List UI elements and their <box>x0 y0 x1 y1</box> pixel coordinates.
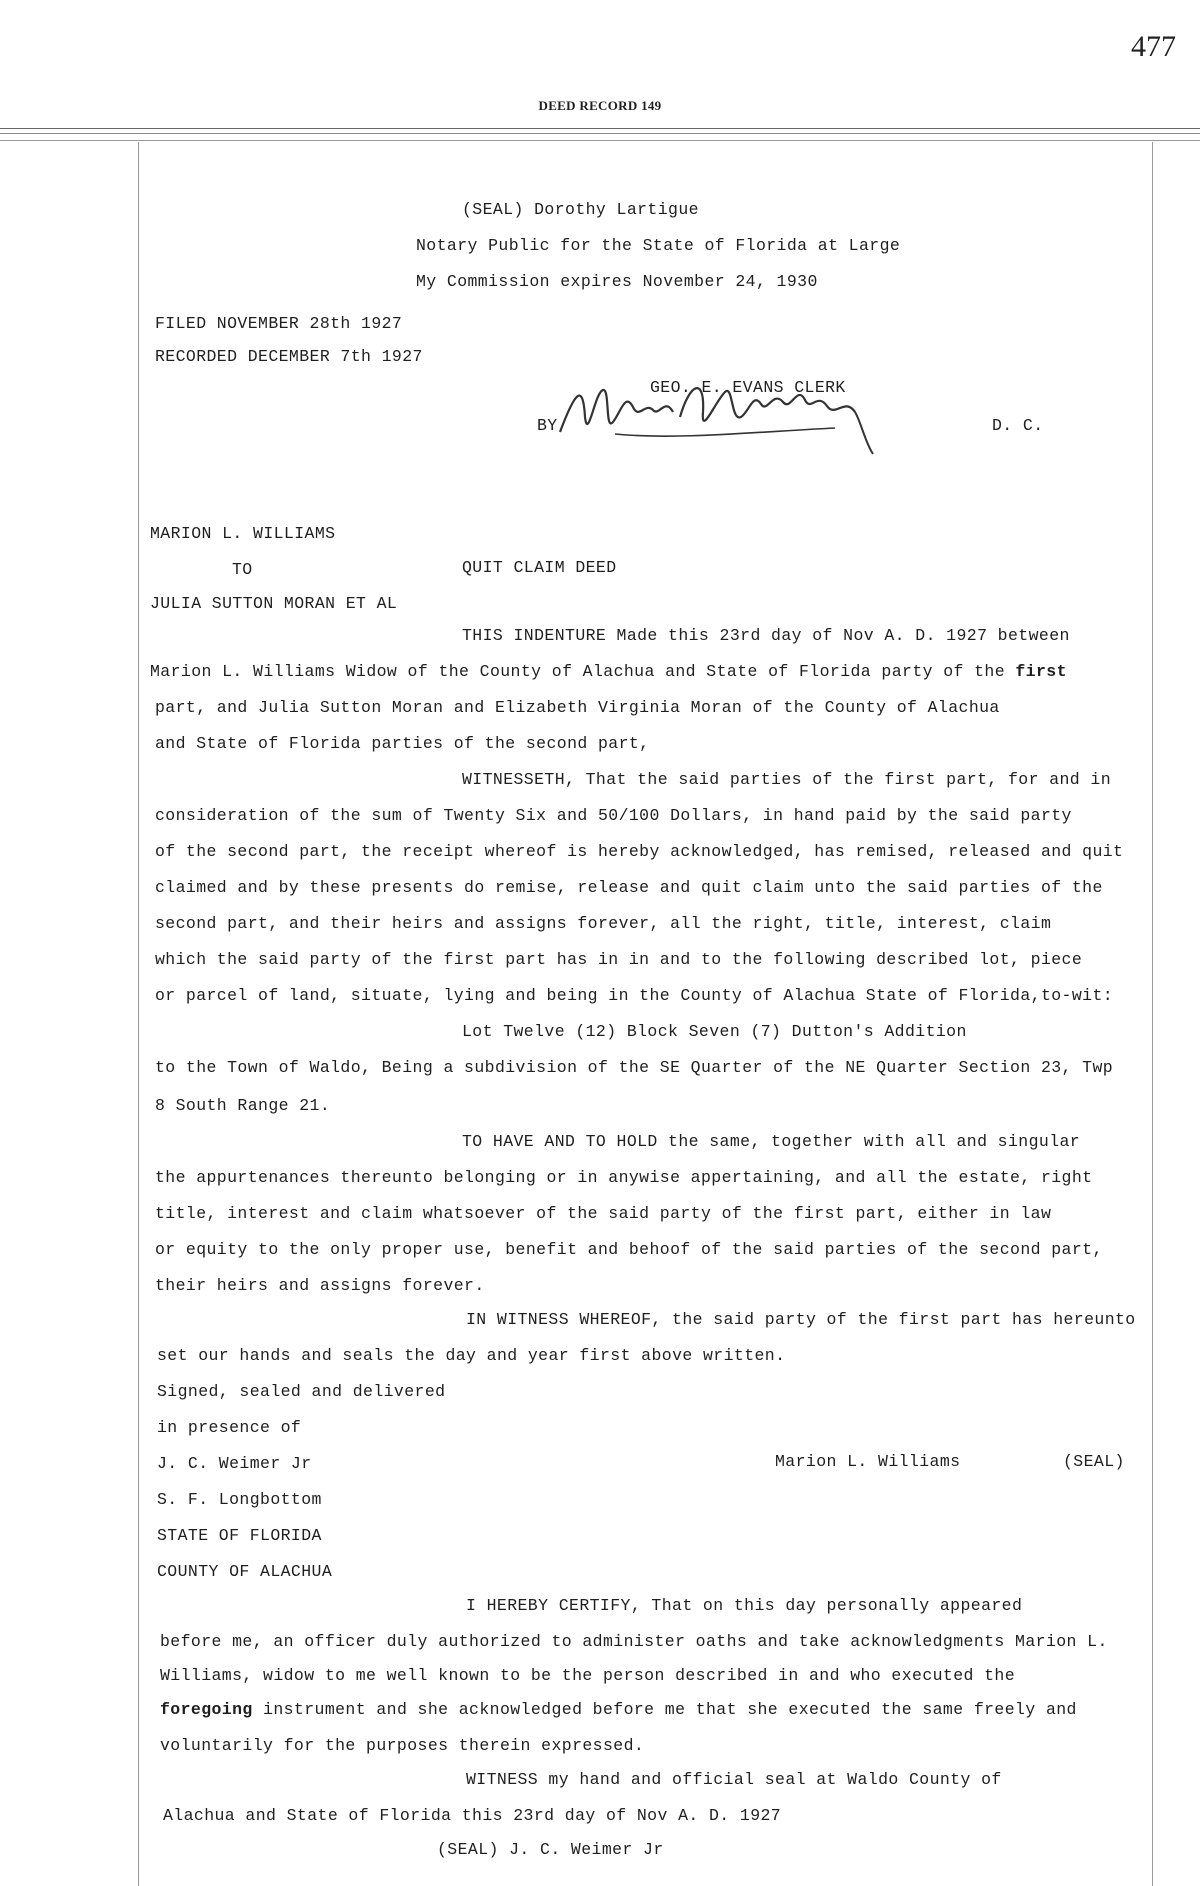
left-margin-line <box>138 142 139 1886</box>
witnesseth-line-6: which the said party of the first part has in in and to the following described lot, piece <box>155 950 1083 969</box>
in-witness-line-2: set our hands and seals the day and year first above written. <box>157 1346 786 1365</box>
filed-date: FILED NOVEMBER 28th 1927 <box>155 314 403 333</box>
county-heading: COUNTY OF ALACHUA <box>157 1562 333 1581</box>
right-margin-line <box>1152 142 1153 1886</box>
witnesseth-line-4: claimed and by these presents do remise, release and quit claim unto the said parties of the <box>155 878 1103 897</box>
notary-title-line: Notary Public for the State of Florida at Large <box>416 236 901 255</box>
habendum-line-5: their heirs and assigns forever. <box>155 1276 485 1295</box>
header-rule-top <box>0 128 1200 129</box>
habendum-line-2: the appurtenances thereunto belonging or in anywise appertaining, and all the estate, right <box>155 1168 1093 1187</box>
to-label: TO <box>232 560 253 579</box>
book-title: DEED RECORD 149 <box>538 98 662 113</box>
signed-sealed-line: Signed, sealed and delivered <box>157 1382 446 1401</box>
certify-line-1: I HEREBY CERTIFY, That on this day personally appeared <box>466 1596 1023 1615</box>
deputy-clerk-label: D. C. <box>992 416 1044 435</box>
notary-seal-signature: (SEAL) J. C. Weimer Jr <box>437 1840 664 1859</box>
witnesseth-line-7: or parcel of land, situate, lying and being in the County of Alachua State of Florida,to-wit: <box>155 986 1114 1005</box>
recorded-date: RECORDED DECEMBER 7th 1927 <box>155 347 423 366</box>
habendum-line-3: title, interest and claim whatsoever of the said party of the first part, either in law <box>155 1204 1052 1223</box>
notary-witness-line-2: Alachua and State of Florida this 23rd day of Nov A. D. 1927 <box>163 1806 782 1825</box>
indenture-line-4: and State of Florida parties of the second part, <box>155 734 650 753</box>
notary-commission-line: My Commission expires November 24, 1930 <box>416 272 818 291</box>
header-rule-middle <box>0 133 1200 134</box>
witness-2-name: S. F. Longbottom <box>157 1490 322 1509</box>
certify-line-4: foregoing instrument and she acknowledged before me that she executed the same freely and <box>160 1700 1077 1719</box>
notary-witness-line-1: WITNESS my hand and official seal at Waldo County of <box>466 1770 1002 1789</box>
indenture-line-2: Marion L. Williams Widow of the County of Alachua and State of Florida party of the first <box>150 662 1067 681</box>
by-label: BY <box>537 416 558 435</box>
deed-type: QUIT CLAIM DEED <box>462 558 617 577</box>
page-number: 477 <box>1131 30 1176 63</box>
indenture-line-3: part, and Julia Sutton Moran and Elizabeth Virginia Moran of the County of Alachua <box>155 698 1000 717</box>
in-witness-line-1: IN WITNESS WHEREOF, the said party of the first part has hereunto <box>466 1310 1136 1329</box>
header-rule-bottom <box>0 140 1200 141</box>
state-heading: STATE OF FLORIDA <box>157 1526 322 1545</box>
grantor-seal: (SEAL) <box>1063 1452 1125 1471</box>
legal-description-line-2: to the Town of Waldo, Being a subdivision of the SE Quarter of the NE Quarter Section 23, Twp <box>155 1058 1114 1077</box>
witnesseth-line-5: second part, and their heirs and assigns forever, all the right, title, interest, claim <box>155 914 1052 933</box>
habendum-line-1: TO HAVE AND TO HOLD the same, together with all and singular <box>462 1132 1081 1151</box>
witnesseth-line-1: WITNESSETH, That the said parties of the first part, for and in <box>462 770 1112 789</box>
certify-line-2: before me, an officer duly authorized to administer oaths and take acknowledgments Marion L. <box>160 1632 1108 1651</box>
grantor-signature-name: Marion L. Williams <box>775 1452 961 1471</box>
grantor-name: MARION L. WILLIAMS <box>150 524 336 543</box>
grantee-name: JULIA SUTTON MORAN ET AL <box>150 594 398 613</box>
notary-seal-line: (SEAL) Dorothy Lartigue <box>462 200 699 219</box>
legal-description-line-1: Lot Twelve (12) Block Seven (7) Dutton's Addition <box>462 1022 967 1041</box>
certify-line-5: voluntarily for the purposes therein expressed. <box>160 1736 645 1755</box>
witness-1-name: J. C. Weimer Jr <box>157 1454 312 1473</box>
witnesseth-line-2: consideration of the sum of Twenty Six and 50/100 Dollars, in hand paid by the said party <box>155 806 1072 825</box>
clerk-name: GEO. E. EVANS CLERK <box>650 378 846 397</box>
in-presence-line: in presence of <box>157 1418 302 1437</box>
deputy-clerk-signature <box>555 362 885 462</box>
habendum-line-4: or equity to the only proper use, benefit and behoof of the said parties of the second part, <box>155 1240 1103 1259</box>
witnesseth-line-3: of the second part, the receipt whereof is hereby acknowledged, has remised, released and quit <box>155 842 1124 861</box>
certify-line-3: Williams, widow to me well known to be the person described in and who executed the <box>160 1666 1016 1685</box>
indenture-line-1: THIS INDENTURE Made this 23rd day of Nov A. D. 1927 between <box>462 626 1070 645</box>
legal-description-line-3: 8 South Range 21. <box>155 1096 331 1115</box>
